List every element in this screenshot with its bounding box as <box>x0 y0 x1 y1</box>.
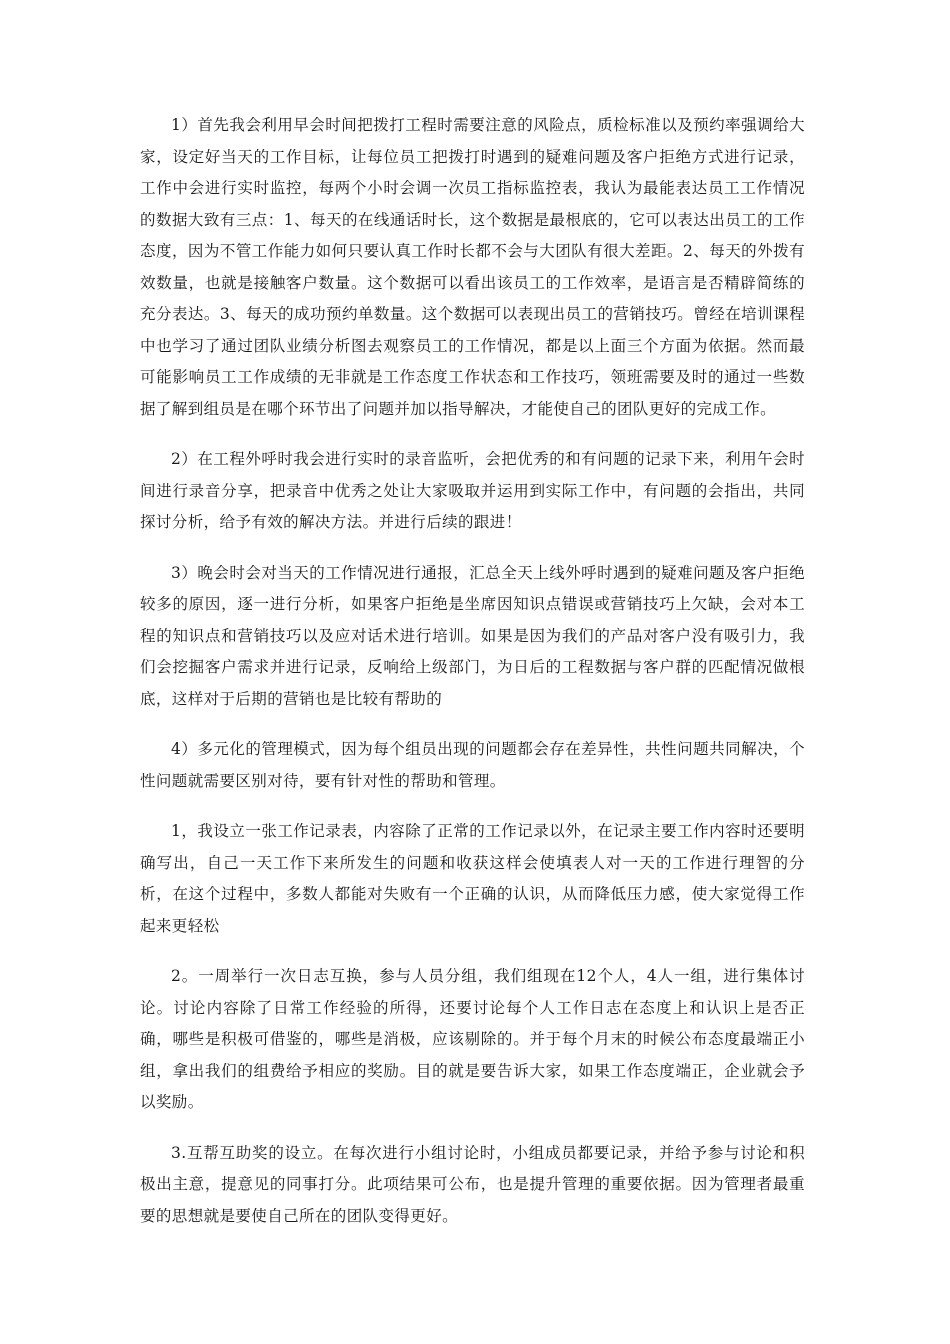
paragraph-2: 2）在工程外呼时我会进行实时的录音监听，会把优秀的和有问题的记录下来，利用午会时间进行录音分享，把录音中优秀之处让大家吸取并运用到实际工作中，有问题的会指出，共同探讨分析，给予有效的解决方法。并进行后续的跟进！ <box>140 450 805 531</box>
paragraph-7: 3.互帮互助奖的设立。在每次进行小组讨论时，小组成员都要记录，并给予参与讨论和积极出主意，提意见的同事打分。此项结果可公布，也是提升管理的重要依据。因为管理者最重要的思想就是要使自己所在的团队变得更好。 <box>140 1143 805 1225</box>
paragraph-3: 3）晚会时会对当天的工作情况进行通报，汇总全天上线外呼时遇到的疑难问题及客户拒绝较多的原因，逐一进行分析，如果客户拒绝是坐席因知识点错误或营销技巧上欠缺，会对本工程的知识点和营销技巧以及应对话术进行培训。如果是因为我们的产品对客户没有吸引力，我们会挖掘客户需求并进行记录，反响给上级部门，为日后的工程数据与客户群的匹配情况做根底，这样对于后期的营销也是比较有帮助的 <box>140 563 805 708</box>
document-body <box>140 110 805 1251</box>
paragraph-5: 1，我设立一张工作记录表，内容除了正常的工作记录以外，在记录主要工作内容时还要明确写出，自己一天工作下来所发生的问题和收获这样会使填表人对一天的工作进行理智的分析，在这个过程中，多数人都能对失败有一个正确的认识，从而降低压力感，使大家觉得工作起来更轻松 <box>140 822 805 935</box>
paragraph-6: 2。一周举行一次日志互换，参与人员分组，我们组现在12个人，4人一组，进行集体讨论。讨论内容除了日常工作经验的所得，还要讨论每个人工作日志在态度上和认识上是否正确，哪些是积极可借鉴的，哪些是消极，应该剔除的。并于每个月末的时候公布态度最端正小组，拿出我们的组费给予相应的奖励。目的就是要告诉大家，如果工作态度端正，企业就会予以奖励。 <box>140 967 805 1111</box>
paragraph-4: 4）多元化的管理模式，因为每个组员出现的问题都会存在差异性，共性问题共同解决，个性问题就需要区别对待，要有针对性的帮助和管理。 <box>140 740 805 790</box>
paragraph-1: 1）首先我会利用早会时间把拨打工程时需要注意的风险点，质检标准以及预约率强调给大家，设定好当天的工作目标，让每位员工把拨打时遇到的疑难问题及客户拒绝方式进行记录，工作中会进行实时监控，每两个小时会调一次员工指标监控表，我认为最能表达员工工作情况的数据大致有三点：1、每天的在线通话时长，这个数据是最根底的，它可以表达出员工的工作态度，因为不管工作能力如何只要认真工作时长都不会与大团队有很大差距。2、每天的外拨有效数量，也就是接触客户数量。这个数据可以看出该员工的工作效率，是语言是否精辟简练的充分表达。3、每天的成功预约单数量。这个数据可以表现出员工的营销技巧。曾经在培训课程中也学习了通过团队业绩分析图去观察员工的工作情况，都是以上面三个方面为依据。然而最可能影响员工工作成绩的无非就是工作态度工作状态和工作技巧，领班需要及时的通过一些数据了解到组员是在哪个环节出了问题并加以指导解决，才能使自己的团队更好的完成工作。 <box>140 116 805 418</box>
